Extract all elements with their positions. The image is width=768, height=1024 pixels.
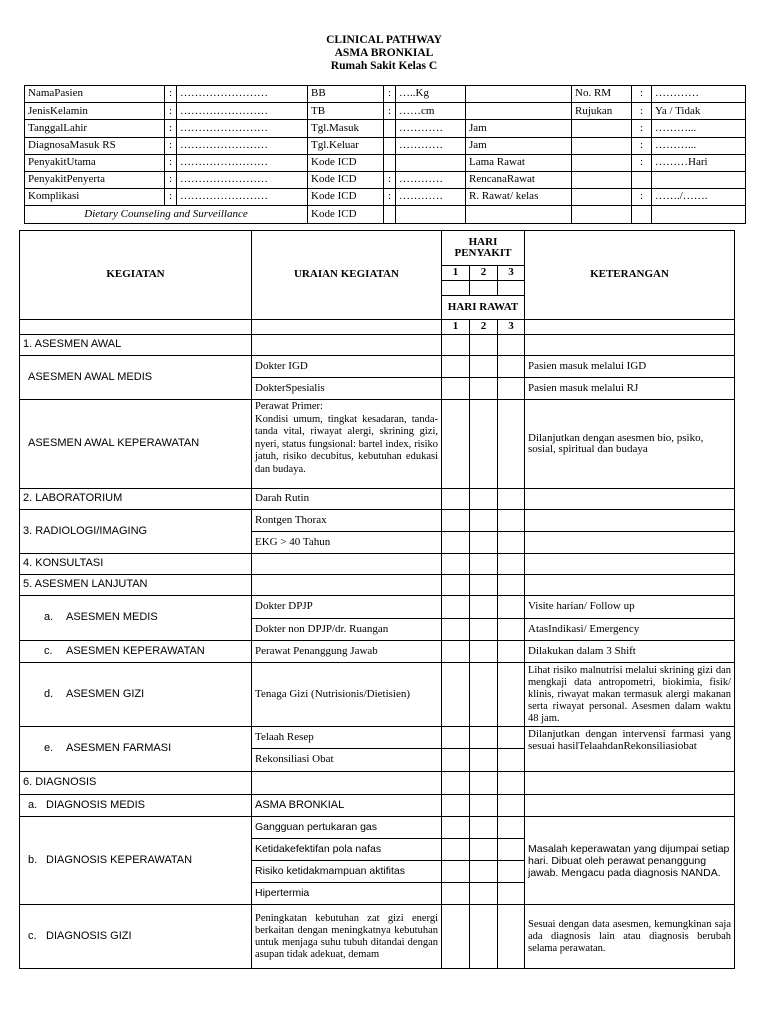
patient-info-value: …………………… bbox=[177, 86, 308, 103]
hari-rawat-2: 2 bbox=[470, 320, 498, 335]
patient-info-field-value: ……cm bbox=[396, 103, 466, 120]
ket-non-dpjp: AtasIndikasi/ Emergency bbox=[525, 619, 735, 641]
rekonsiliasi-obat: Rekonsiliasi Obat bbox=[252, 749, 442, 772]
section-laboratorium: 2. LABORATORIUM bbox=[20, 489, 252, 510]
patient-info-field2: Lama Rawat bbox=[466, 154, 572, 171]
patient-info-field3 bbox=[572, 137, 632, 154]
rontgen-thorax: Rontgen Thorax bbox=[252, 510, 442, 532]
diagnosis-gizi-label: DIAGNOSIS GIZI bbox=[46, 929, 132, 942]
ekg: EKG > 40 Tahun bbox=[252, 532, 442, 554]
ket-diagnosis-keperawatan: Masalah keperawatan yang dijumpai setiap hari. Dibuat oleh perawat penanggung jawab. Mengacu pada diagnosis NANDA. bbox=[525, 817, 735, 905]
section-asesmen-lanjutan: 5. ASESMEN LANJUTAN bbox=[20, 575, 252, 596]
patient-info-field3 bbox=[572, 154, 632, 171]
patient-info-value: …………………… bbox=[177, 137, 308, 154]
hari-penyakit-1: 1 bbox=[442, 266, 470, 281]
diagnosis-keperawatan-label: DIAGNOSIS KEPERAWATAN bbox=[46, 853, 193, 866]
patient-info-sep: : bbox=[165, 189, 177, 206]
patient-info-field3-value: ……./……. bbox=[652, 189, 746, 206]
perawat-penanggung-jawab: Perawat Penanggung Jawab bbox=[252, 641, 442, 663]
patient-info-sep: : bbox=[165, 120, 177, 137]
asesmen-gizi bbox=[20, 663, 252, 727]
patient-info-sep2 bbox=[384, 137, 396, 154]
patient-info-label: JenisKelamin bbox=[25, 103, 165, 120]
dokter-spesialis: DokterSpesialis bbox=[252, 378, 442, 400]
patient-info-field2: Jam bbox=[466, 137, 572, 154]
patient-info-value: …………………… bbox=[177, 171, 308, 188]
patient-info-field-value: …..Kg bbox=[396, 86, 466, 103]
patient-info-field3 bbox=[572, 189, 632, 206]
dk-pola-nafas: Ketidakefektifan pola nafas bbox=[252, 839, 442, 861]
patient-info-row bbox=[25, 154, 746, 171]
hari-penyakit-header: HARI PENYAKIT bbox=[442, 231, 525, 266]
asma-bronkial: ASMA BRONKIAL bbox=[252, 795, 442, 817]
hari-penyakit-2: 2 bbox=[470, 266, 498, 281]
patient-info-sep2: : bbox=[384, 189, 396, 206]
col-uraian-header: URAIAN KEGIATAN bbox=[252, 231, 442, 320]
dokter-non-dpjp: Dokter non DPJP/dr. Ruangan bbox=[252, 619, 442, 641]
patient-info-sep2 bbox=[384, 120, 396, 137]
patient-info-label: PenyakitPenyerta bbox=[25, 171, 165, 188]
patient-info-field3 bbox=[572, 120, 632, 137]
patient-info-field: BB bbox=[308, 86, 384, 103]
patient-info-sep3: : bbox=[632, 189, 652, 206]
patient-info-sep2: : bbox=[384, 103, 396, 120]
hari-penyakit-3: 3 bbox=[498, 266, 525, 281]
perawat-primer-desc: Kondisi umum, tingkat kesadaran, tanda-tanda vital, riwayat alergi, skrining gizi, nyeri, status fungsional: bartel index, risiko jatuh, risiko decubitus, kebutuhan edukasi dan budaya. bbox=[255, 413, 438, 475]
label-d: d. bbox=[44, 687, 54, 700]
ket-dpjp: Visite harian/ Follow up bbox=[525, 596, 735, 619]
patient-info-value: …………………… bbox=[177, 189, 308, 206]
hari-rawat-header: HARI RAWAT bbox=[442, 296, 525, 320]
dk-pertukaran-gas: Gangguan pertukaran gas bbox=[252, 817, 442, 839]
label-a: a. bbox=[44, 611, 54, 624]
ket-gizi: Lihat risiko malnutrisi melalui skrining gizi dan mengkaji data antropometri, biokimia, fisik/ klinis, riwayat makan termasuk alergi makanan serta riwayat personal. Asesmen dalam waktu 48 jam. bbox=[525, 663, 735, 727]
patient-info-field2 bbox=[466, 86, 572, 103]
patient-info-sep: : bbox=[165, 171, 177, 188]
dk-hipertermia: Hipertermia bbox=[252, 883, 442, 905]
patient-info-label: NamaPasien bbox=[25, 86, 165, 103]
patient-info-field2: RencanaRawat bbox=[466, 171, 572, 188]
label-da: a. bbox=[28, 798, 38, 811]
asesmen-awal-medis: ASESMEN AWAL MEDIS bbox=[20, 356, 252, 400]
patient-info-row bbox=[25, 171, 746, 188]
patient-info-sep2 bbox=[384, 154, 396, 171]
ket-rj: Pasien masuk melalui RJ bbox=[525, 378, 735, 400]
patient-info-label: DiagnosaMasuk RS bbox=[25, 137, 165, 154]
doc-title: CLINICAL PATHWAY bbox=[326, 34, 442, 46]
diagnosis-medis-label: DIAGNOSIS MEDIS bbox=[46, 798, 146, 811]
telaah-resep: Telaah Resep bbox=[252, 727, 442, 749]
doc-subtitle: ASMA BRONKIAL bbox=[334, 47, 434, 59]
patient-info-value: …………………… bbox=[177, 103, 308, 120]
patient-info-field2: R. Rawat/ kelas bbox=[466, 189, 572, 206]
patient-info-sep: : bbox=[165, 137, 177, 154]
patient-info-label: PenyakitUtama bbox=[25, 154, 165, 171]
asesmen-keperawatan bbox=[20, 641, 252, 663]
section-konsultasi: 4. KONSULTASI bbox=[20, 554, 252, 575]
patient-info-sep: : bbox=[165, 103, 177, 120]
diagnosis-gizi bbox=[20, 905, 252, 969]
patient-info-field: Tgl.Masuk bbox=[308, 120, 384, 137]
section-asesmen-awal: 1. ASESMEN AWAL bbox=[20, 335, 252, 356]
patient-info-sep: : bbox=[165, 86, 177, 103]
patient-info-value: …………………… bbox=[177, 154, 308, 171]
asesmen-keperawatan-label: ASESMEN KEPERAWATAN bbox=[66, 644, 205, 657]
ket-asesmen-keperawatan: Dilanjutkan dengan asesmen bio, psiko, sosial, spiritual dan budaya bbox=[525, 400, 735, 489]
patient-info-field: Kode ICD bbox=[308, 154, 384, 171]
patient-info-row bbox=[25, 86, 746, 103]
label-c: c. bbox=[44, 644, 53, 657]
hari-rawat-3: 3 bbox=[498, 320, 525, 335]
patient-info-field3 bbox=[572, 171, 632, 188]
pathway-table bbox=[19, 230, 735, 969]
dokter-igd: Dokter IGD bbox=[252, 356, 442, 378]
dietary-icd-label: Kode ICD bbox=[308, 206, 384, 223]
patient-info-field-value bbox=[396, 154, 466, 171]
patient-info-sep2: : bbox=[384, 86, 396, 103]
patient-info-field-value: ………… bbox=[396, 189, 466, 206]
patient-info-value: …………………… bbox=[177, 120, 308, 137]
diagnosis-medis bbox=[20, 795, 252, 817]
patient-info-row bbox=[25, 137, 746, 154]
patient-info-sep2: : bbox=[384, 171, 396, 188]
patient-info-field-value: ………… bbox=[396, 120, 466, 137]
label-e: e. bbox=[44, 742, 54, 755]
patient-info-field: TB bbox=[308, 103, 384, 120]
patient-info-field3-value: ………Hari bbox=[652, 154, 746, 171]
col-kegiatan-header: KEGIATAN bbox=[20, 231, 252, 320]
patient-info-label: TanggalLahir bbox=[25, 120, 165, 137]
hari-rawat-1: 1 bbox=[442, 320, 470, 335]
label-db: b. bbox=[28, 853, 38, 866]
patient-info-table bbox=[24, 85, 746, 224]
perawat-primer-label: Perawat Primer: bbox=[255, 401, 323, 412]
perawat-primer-cell bbox=[252, 400, 442, 489]
patient-info-field3: Rujukan bbox=[572, 103, 632, 120]
darah-rutin: Darah Rutin bbox=[252, 489, 442, 510]
asesmen-farmasi-label: ASESMEN FARMASI bbox=[66, 742, 172, 755]
diagnosis-keperawatan bbox=[20, 817, 252, 905]
patient-info-sep3: : bbox=[632, 137, 652, 154]
patient-info-sep3: : bbox=[632, 154, 652, 171]
patient-info-sep: : bbox=[165, 154, 177, 171]
dietary-counseling-label: Dietary Counseling and Surveillance bbox=[25, 206, 308, 223]
patient-info-sep3: : bbox=[632, 86, 652, 103]
ket-igd: Pasien masuk melalui IGD bbox=[525, 356, 735, 378]
patient-info-row bbox=[25, 103, 746, 120]
patient-info-field: Kode ICD bbox=[308, 171, 384, 188]
dk-aktifitas: Risiko ketidakmampuan aktifitas bbox=[252, 861, 442, 883]
patient-info-field3-value: ………... bbox=[652, 137, 746, 154]
patient-info-field-value: ………… bbox=[396, 171, 466, 188]
section-radiologi: 3. RADIOLOGI/IMAGING bbox=[20, 510, 252, 554]
patient-info-sep3 bbox=[632, 171, 652, 188]
asesmen-medis-label: ASESMEN MEDIS bbox=[66, 611, 158, 624]
diagnosis-gizi-desc: Peningkatan kebutuhan zat gizi energi berkaitan dengan meningkatnya kebutuhan untuk menjaga suhu tubuh ditandai dengan asupan tidak adekuat, demam bbox=[252, 905, 442, 969]
patient-info-row bbox=[25, 189, 746, 206]
patient-info-field: Kode ICD bbox=[308, 189, 384, 206]
patient-info-field: Tgl.Keluar bbox=[308, 137, 384, 154]
dokter-dpjp: Dokter DPJP bbox=[252, 596, 442, 619]
section-diagnosis: 6. DIAGNOSIS bbox=[20, 772, 252, 795]
asesmen-awal-keperawatan: ASESMEN AWAL KEPERAWATAN bbox=[20, 400, 252, 489]
patient-info-label: Komplikasi bbox=[25, 189, 165, 206]
patient-info-field-value: ………… bbox=[396, 137, 466, 154]
asesmen-medis bbox=[20, 596, 252, 641]
label-dc: c. bbox=[28, 929, 37, 942]
patient-info-field3-value bbox=[652, 171, 746, 188]
patient-info-field2 bbox=[466, 103, 572, 120]
patient-info-field3: No. RM bbox=[572, 86, 632, 103]
patient-info-field3-value: ………… bbox=[652, 86, 746, 103]
patient-info-field3-value: ………... bbox=[652, 120, 746, 137]
ket-farmasi: Dilanjutkan dengan intervensi farmasi yang sesuai hasilTelaahdanRekonsiliasiobat bbox=[525, 727, 735, 772]
tenaga-gizi: Tenaga Gizi (Nutrisionis/Dietisien) bbox=[252, 663, 442, 727]
ket-diagnosis-gizi: Sesuai dengan data asesmen, kemungkinan saja ada diagnosis lain atau diagnosis berubah selama perawatan. bbox=[525, 905, 735, 969]
patient-info-sep3: : bbox=[632, 120, 652, 137]
ket-shift: Dilakukan dalam 3 Shift bbox=[525, 641, 735, 663]
patient-info-row bbox=[25, 120, 746, 137]
patient-info-field3-value: Ya / Tidak bbox=[652, 103, 746, 120]
patient-info-sep3: : bbox=[632, 103, 652, 120]
patient-info-field2: Jam bbox=[466, 120, 572, 137]
asesmen-farmasi bbox=[20, 727, 252, 772]
asesmen-gizi-label: ASESMEN GIZI bbox=[66, 687, 145, 700]
hospital-class: Rumah Sakit Kelas C bbox=[330, 60, 438, 72]
col-keterangan-header: KETERANGAN bbox=[525, 231, 735, 320]
